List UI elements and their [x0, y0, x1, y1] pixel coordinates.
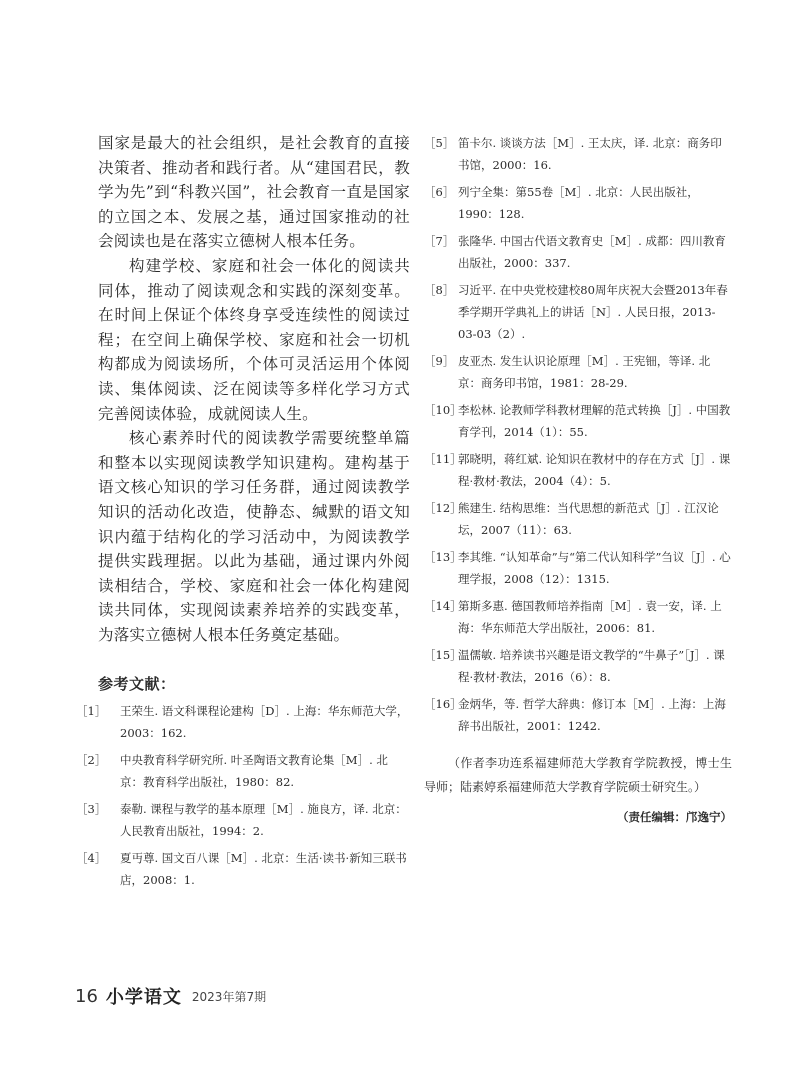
reference-text: 第斯多惠. 德国教师培养指南［M］. 袁一安，译. 上海：华东师范大学出版社，2006：81. [458, 599, 722, 635]
reference-text: 张隆华. 中国古代语文教育史［M］. 成都：四川教育出版社，2000：337. [458, 234, 726, 270]
reference-text: 金炳华，等. 哲学大辞典：修订本［M］. 上海：上海辞书出版社，2001：1242. [458, 697, 726, 733]
reference-number: ［12］ [424, 501, 462, 515]
reference-item [76, 847, 410, 891]
reference-item [424, 595, 732, 639]
reference-item [424, 644, 732, 688]
reference-item [424, 546, 732, 590]
reference-number: ［9］ [424, 354, 455, 368]
body-paragraph-2: 构建学校、家庭和社会一体化的阅读共同体，推动了阅读观念和实践的深刻变革。在时间上保证个体终身享受连续性的阅读过程；在空间上确保学校、家庭和社会一切机构都成为阅读场所，个体可灵活运用个体阅读、集体阅读、泛在阅读等多样化学习方式完善阅读体验，成就阅读人生。 [98, 256, 410, 423]
reference-number: ［4］ [76, 851, 107, 866]
right-column [424, 132, 732, 825]
reference-number: ［5］ [424, 136, 455, 150]
reference-number: ［7］ [424, 234, 455, 248]
reference-text: 李其维. “认知革命”与“第二代认知科学”刍议［J］. 心理学报，2008（12）：1315. [458, 550, 731, 586]
reference-text: 李松林. 论教师学科教材理解的范式转换［J］. 中国教育学刊，2014（1）：55. [458, 403, 731, 439]
reference-item [76, 700, 410, 744]
reference-item [424, 693, 732, 737]
body-paragraph-1: 国家是最大的社会组织，是社会教育的直接决策者、推动者和践行者。从“建国君民，教学为先”到“科教兴国”，社会教育一直是国家的立国之本、发展之基，通过国家推动的社会阅读也是在落实立德树人根本任务。 [98, 134, 410, 251]
reference-item [424, 350, 732, 394]
responsible-editor: （责任编辑：邝逸宁） [617, 810, 732, 824]
reference-number: ［11］ [424, 452, 462, 466]
reference-text: 中央教育科学研究所. 叶圣陶语文教育论集［M］. 北京：教育科学出版社，1980：82. [120, 753, 388, 790]
reference-number: ［3］ [76, 802, 107, 817]
reference-text: 王荣生. 语文科课程论建构［D］. 上海：华东师范大学，2003：162. [120, 704, 409, 741]
body-paragraph-3: 核心素养时代的阅读教学需要统整单篇和整本以实现阅读教学知识建构。建构基于语文核心知识的学习任务群，通过阅读教学知识的活动化改造，使静态、缄默的语文知识内蕴于结构化的学习活动中，为阅读教学提供实践理据。以此为基础，通过课内外阅读相结合，学校、家庭和社会一体化构建阅读共同体，实现阅读素养培养的实践变革，为落实立德树人根本任务奠定基础。 [98, 429, 410, 644]
reference-number: ［8］ [424, 283, 455, 297]
reference-text: 笛卡尔. 谈谈方法［M］. 王太庆，译. 北京：商务印书馆，2000：16. [458, 136, 722, 172]
reference-item [424, 497, 732, 541]
reference-number: ［13］ [424, 550, 462, 564]
reference-number: ［6］ [424, 185, 455, 199]
references-title: 参考文献： [98, 675, 176, 694]
page-number: 16 [75, 985, 98, 1007]
reference-text: 习近平. 在中央党校建校80周年庆祝大会暨2013年春季学期开学典礼上的讲话［N］. 人民日报，2013-03-03（2）. [458, 283, 728, 341]
reference-item [424, 279, 732, 345]
reference-item [424, 399, 732, 443]
left-column [76, 131, 410, 896]
reference-number: ［16］ [424, 697, 462, 711]
reference-number: ［2］ [76, 753, 107, 768]
reference-text: 列宁全集：第55卷［M］. 北京：人民出版社，1990：128. [458, 185, 699, 221]
reference-item [424, 181, 732, 225]
reference-text: 温儒敏. 培养读书兴趣是语文教学的“牛鼻子”［J］. 课程·教材·教法，2016（6）：8. [458, 648, 725, 684]
reference-text: 泰勒. 课程与教学的基本原理［M］. 施良方，译. 北京：人民教育出版社，1994：2. [120, 802, 407, 839]
reference-number: ［10］ [424, 403, 462, 417]
reference-text: 皮亚杰. 发生认识论原理［M］. 王宪钿，等译. 北京：商务印书馆，1981：28-29. [458, 354, 711, 390]
reference-item [76, 749, 410, 793]
reference-item [424, 230, 732, 274]
reference-item [424, 448, 732, 492]
author-note: （作者李功连系福建师范大学教育学院教授，博士生导师；陆素婷系福建师范大学教育学院硕士研究生。） [424, 756, 732, 794]
reference-item [76, 798, 410, 842]
reference-item [424, 132, 732, 176]
reference-text: 熊建生. 结构思维：当代思想的新范式［J］. 江汉论坛，2007（11）：63. [458, 501, 719, 537]
page-footer [75, 983, 266, 1009]
reference-text: 夏丏尊. 国文百八课［M］. 北京：生活·读书·新知三联书店，2008：1. [120, 851, 407, 888]
magazine-logo: 小学语文 [105, 987, 182, 1008]
reference-number: ［15］ [424, 648, 462, 662]
reference-number: ［1］ [76, 704, 107, 719]
issue-label: 2023年第7期 [191, 989, 267, 1004]
reference-text: 郭晓明，蒋红斌. 论知识在教材中的存在方式［J］. 课程·教材·教法，2004（4）：5. [458, 452, 731, 488]
reference-number: ［14］ [424, 599, 462, 613]
